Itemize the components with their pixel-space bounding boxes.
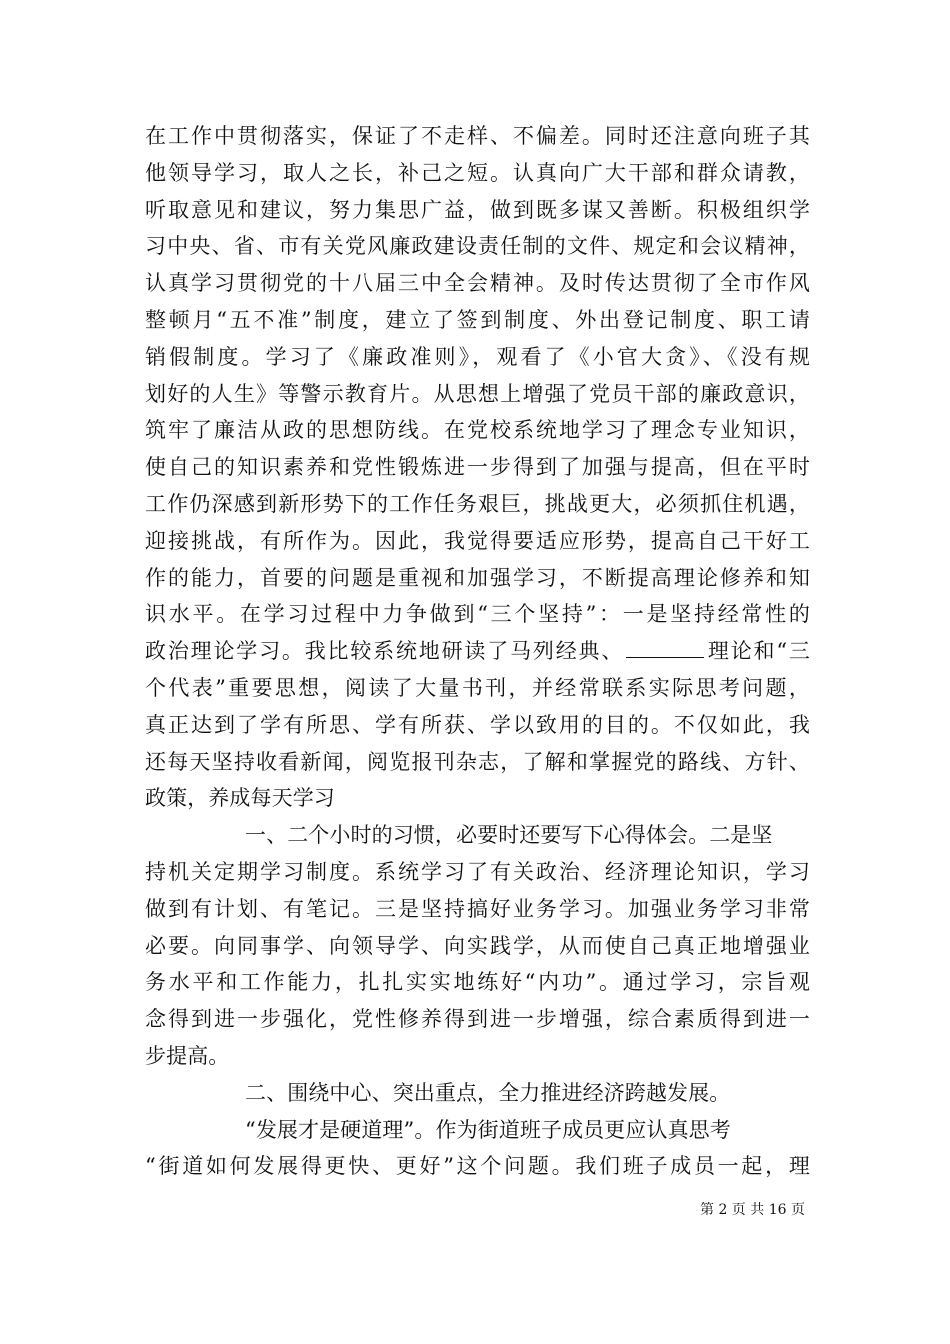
text-line: 筑牢了廉洁从政的思想防线。在党校系统地学习了理念专业知识，: [145, 418, 810, 443]
text-fragment: 理论和“三: [706, 639, 810, 664]
text-line: 作的能力，首要的问题是重视和加强学习，不断提高理论修养和知: [145, 565, 810, 590]
text-line: 迎接挑战，有所作为。因此，我觉得要适应形势，提高自己干好工: [145, 528, 810, 553]
text-line: 还每天坚持收看新闻，阅览报刊杂志，了解和掌握党的路线、方针、: [145, 749, 810, 774]
body-text: [145, 118, 810, 1185]
text-line: 识水平。在学习过程中力争做到“三个坚持”：一是坚持经常性的: [145, 602, 810, 627]
section-heading: 二、围绕中心、突出重点，全力推进经济跨越发展。: [245, 1080, 731, 1105]
text-line: 念得到进一步强化，党性修养得到进一步增强，综合素质得到进一: [145, 1007, 810, 1032]
text-line: 认真学习贯彻党的十八届三中全会精神。及时传达贯彻了全市作风: [145, 271, 810, 296]
text-line: 真正达到了学有所思、学有所获、学以致用的目的。不仅如此，我: [145, 712, 810, 737]
text-line: 习中央、省、市有关党风廉政建设责任制的文件、规定和会议精神，: [145, 234, 810, 259]
paragraph-first-line: “发展才是硬道理”。作为街道班子成员更应认真思考: [245, 1117, 731, 1142]
text-line: 工作仍深感到新形势下的工作任务艰巨，挑战更大，必须抓住机遇，: [145, 491, 810, 516]
text-line: 政策，养成每天学习: [145, 786, 335, 811]
text-line: 步提高。: [145, 1043, 230, 1068]
text-line: “街道如何发展得更快、更好”这个问题。我们班子成员一起，理: [145, 1154, 810, 1179]
text-fragment: 政治理论学习。我比较系统地研读了马列经典、: [145, 639, 625, 664]
page-number-footer: 第 2 页 共 16 页: [700, 1202, 805, 1218]
text-line: 他领导学习，取人之长，补己之短。认真向广大干部和群众请教，: [145, 160, 810, 185]
text-line: 做到有计划、有笔记。三是坚持搞好业务学习。加强业务学习非常: [145, 896, 810, 921]
fill-in-blank: [626, 637, 704, 658]
text-line: 使自己的知识素养和党性锻炼进一步得到了加强与提高，但在平时: [145, 455, 810, 480]
paragraph-first-line: 一、二个小时的习惯，必要时还要写下心得体会。二是坚: [245, 823, 773, 848]
text-line: 听取意见和建议，努力集思广益，做到既多谋又善断。积极组织学: [145, 197, 810, 222]
text-line: 必要。向同事学、向领导学、向实践学，从而使自己真正地增强业: [145, 933, 810, 958]
text-line: 持机关定期学习制度。系统学习了有关政治、经济理论知识，学习: [145, 859, 810, 884]
text-line: 个代表”重要思想，阅读了大量书刊，并经常联系实际思考问题，: [145, 675, 810, 700]
text-line: 整顿月“五不准”制度，建立了签到制度、外出登记制度、职工请: [145, 307, 810, 332]
text-line: 销假制度。学习了《廉政准则》，观看了《小官大贪》、《没有规: [145, 344, 810, 369]
text-line: 在工作中贯彻落实，保证了不走样、不偏差。同时还注意向班子其: [145, 124, 810, 148]
text-line: 务水平和工作能力，扎扎实实地练好“内功”。通过学习，宗旨观: [145, 970, 810, 995]
text-line-with-blank: [145, 633, 810, 670]
text-line: 划好的人生》等警示教育片。从思想上增强了党员干部的廉政意识，: [145, 381, 810, 406]
